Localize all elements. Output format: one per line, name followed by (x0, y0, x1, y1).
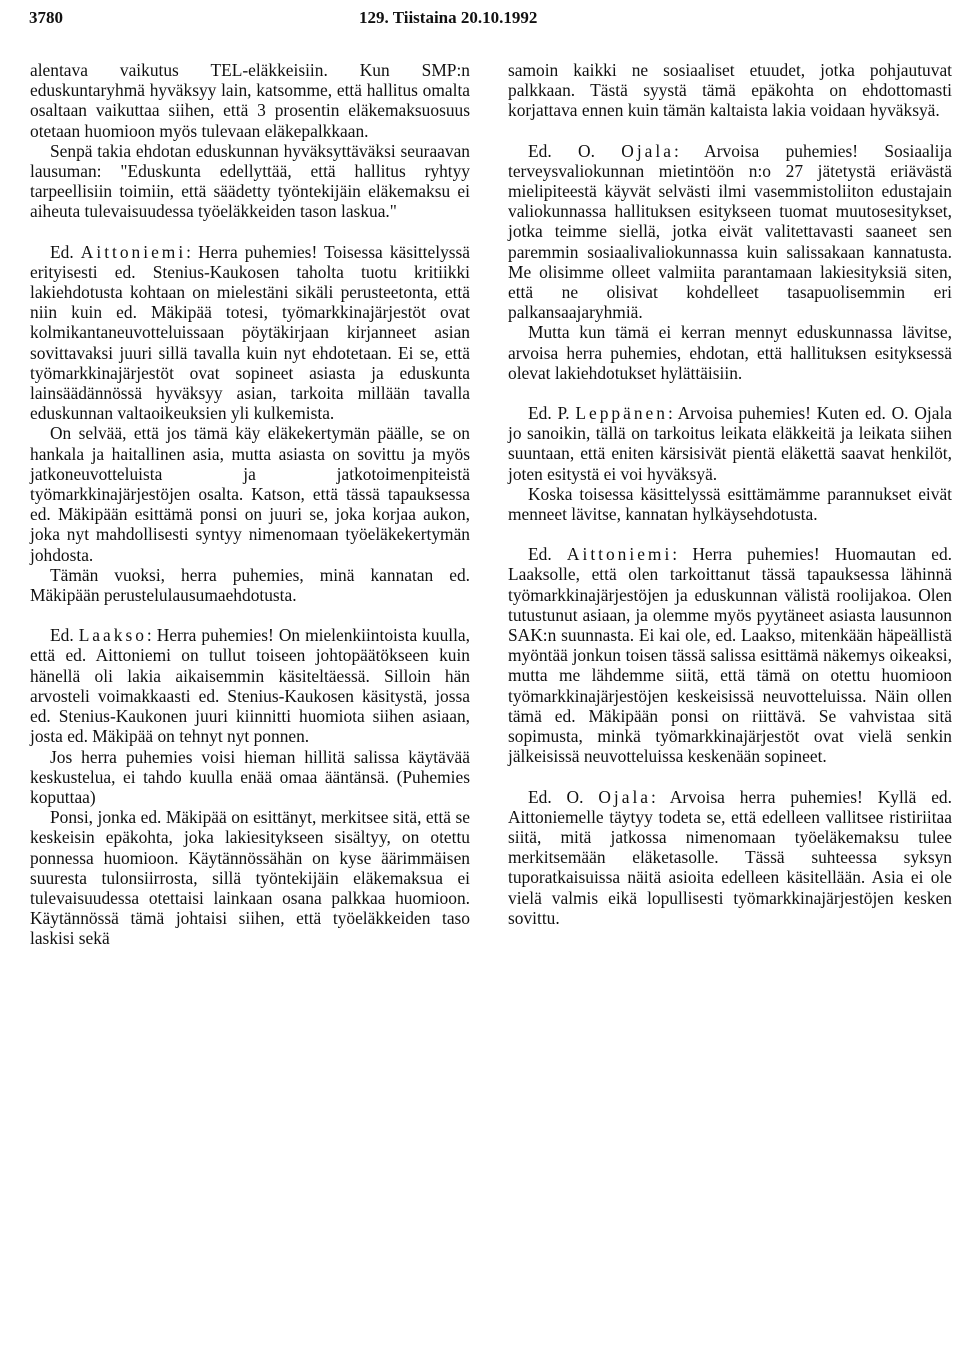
paragraph-text: Koska toisessa käsittelyssä esittämämme parannukset eivät menneet lävitse, kannatan hylkäysehdotusta. (508, 483, 952, 525)
paragraph-text: : Arvoisa puhemies! Kuten ed. O. Ojala jo sanoikin, tällä on tarkoitus leikata eläkkeitä ja leikata siihen suuntaan, että eniten kärsisivät pientä eläkettä saavat henkilöt, joten esitystä ei voi hyväksyä. (508, 403, 952, 484)
paragraph (508, 322, 952, 383)
left-column (30, 60, 470, 949)
paragraph-text: Ponsi, jonka ed. Mäkipää on esittänyt, merkitsee sitä, että se keskeisin epäkohta, joka lakiesitykseen sisältyy, on otettu ponnessa huomioon. Käytännössähän on kyse äärimmäisen suuresta tulonsiirrosta, sillä työntekijäin eläkemaksua ei tulevaisuudessa otettaisi lainkaan osana palkkaa huomioon. Käytännössä tämä johtaisi siihen, että työeläkkeiden taso laskisi sekä (30, 807, 470, 949)
paragraph (508, 403, 952, 484)
speaker-name: Laakso (78, 625, 147, 646)
paragraph-text: Senpä takia ehdotan eduskunnan hyväksyttäväksi seuraavan lausuman: "Eduskunta edellyttää, että hallitus ryhtyy tarpeellisiin toimiin, että säädetty työntekijäin eläkemaksu ei aiheuta tulevaisuudessa työeläkkeiden tason laskua." (30, 140, 470, 222)
paragraph-text: : Arvoisa herra puhemies! Kyllä ed. Aittoniemelle täytyy todeta se, että edelleen vallitsee ristiriitaa siitä, mitä jatkossa nimenomaan työeläkemaksu tulee merkitsemään eläketasolle. Tässä suhteessa syksyn tuporatkaisuissa näitä asioita edelleen käsitellään. Asia ei ole vielä valmis eikä lopullisesti työmarkkinajärjestöjen kesken sovittu. (508, 786, 952, 928)
speaker-prefix: Ed. O. (528, 140, 622, 161)
paragraph-text: : Herra puhemies! Huomautan ed. Laaksolle, että olen tarkoittanut tässä tapauksessa lähinnä työmarkkinajärjestöjen ja eduskunnan välistä roolijakoa. Olen tutustunut asiaan, ja olemme myös pyytäneet asiasta lausunnon SAK:n suunnasta. Ei kai ole, ed. Laakso, mitenkään häpeällistä myöntää jonkun toisen tässä salissa esittämä näkemys oikeaksi, mutta me lähdemme siitä, että tämä on otettu huomioon työmarkkinajärjestöjen keskeisissä neuvotteluissa. Näin ollen tämä ed. Mäkipään ponsi on riittävä. Se vahvistaa sitä sopimusta, minkä työmarkkinajärjestöt ovat vielä senkin jälkeisissä neuvotteluissa keskenään sopineet. (508, 544, 952, 767)
paragraph-text: On selvää, että jos tämä käy eläkekertymän päälle, se on hankala ja haitallinen asia, mutta asiasta on sovittu ja myös jatkoneuvotteluista ja jatkotoimenpiteistä työmarkkinajärjestöjen osalta. Katson, että tässä tapauksessa ed. Mäkipään esittämä ponsi on juuri se, joka korjaa aukon, joka nyt mahdollisesti syntyy nimenomaan työeläkekertymän johdosta. (30, 423, 470, 565)
paragraph (30, 60, 470, 141)
speaker-prefix: Ed. O. (528, 786, 599, 807)
paragraph (30, 625, 470, 746)
paragraph (30, 565, 470, 605)
paragraph (30, 242, 470, 424)
speaker-name: Aittoniemi (566, 544, 673, 565)
speaker-prefix: Ed. (50, 625, 79, 646)
paragraph-text: Jos herra puhemies voisi hieman hillitä salissa käytävää keskustelua, ei tahdo kuulla enää omaa ääntänsä. (Puhemies koputtaa) (30, 746, 470, 807)
paragraph-text: Mutta kun tämä ei kerran mennyt eduskunnassa lävitse, arvoisa herra puhemies, ehdotan, että hallituksen esityksessä olevat lakiehdotukset hylättäisiin. (508, 322, 952, 383)
speaker-name: Leppänen (575, 403, 668, 424)
speaker-prefix: Ed. (50, 241, 81, 262)
paragraph (30, 423, 470, 564)
speaker-name: Ojala (621, 140, 674, 161)
paragraph-text: samoin kaikki ne sosiaaliset etuudet, jotka pohjautuvat palkkaan. Tästä syystä tämä epäkohta on ehdottomasti korjattava ennen kuin tämän kaltaista lakia voidaan hyväksyä. (508, 60, 952, 121)
paragraph (508, 787, 952, 928)
paragraph (508, 484, 952, 524)
page-header (29, 4, 939, 34)
paragraph (30, 747, 470, 808)
right-column (508, 60, 952, 928)
paragraph (508, 141, 952, 323)
speaker-name: Aittoniemi (80, 241, 187, 262)
paragraph (508, 60, 952, 121)
speaker-prefix: Ed. P. (528, 403, 576, 424)
speaker-name: Ojala (598, 786, 652, 807)
paragraph (508, 544, 952, 766)
paragraph (30, 807, 470, 948)
session-date: 129. Tiistaina 20.10.1992 (359, 8, 538, 27)
paragraph (30, 141, 470, 222)
paragraph-text: alentava vaikutus TEL-eläkkeisiin. Kun SMP:n eduskuntaryhmä hyväksyy lain, katsomme, että hallitus omalta osaltaan vaikuttaa siihen, että 3 prosentin eläkemaksuosuus otetaan huomioon myös tulevaan eläkepalkkaan. (30, 60, 470, 141)
paragraph-text: Tämän vuoksi, herra puhemies, minä kannatan ed. Mäkipään perustelulausumaehdotusta. (30, 564, 470, 606)
speaker-prefix: Ed. (528, 544, 567, 565)
paragraph-text: : Arvoisa puhemies! Sosiaalija terveysvaliokunnan mietintöön n:o 27 jätetystä eriävästä mielipiteestä käyvät selvästi ilmi vasemmistoliiton edustajain valiokunnassa hallituksen esitykseen tuomat muutosesitykset, jotka teimme siellä, jotka eivät valitettavasti saaneet sen paremmin sosiaalivaliokunnassa kuin salissakaan kannatusta. Me olisimme olleet valmiita parantamaan lakiesityksiä siten, että ne olisivat kohdelleet tasapuolisemmin eri palkansaajaryhmiä. (508, 140, 952, 323)
paragraph-text: : Herra puhemies! Toisessa käsittelyssä erityisesti ed. Stenius-Kaukosen taholta tuotu kritiikki lakiehdotusta kohtaan on mielestäni sikäli perusteetonta, että niin kuin ed. Mäkipää totesi, työmarkkinajärjestöt ovat kolmikantaneuvotteluissaan pöytäkirjaan kirjanneet asian sovittavaksi juuri sillä tavalla kuin nyt ehdotetaan. Ei se, että työmarkkinajärjestöt ovat sopineet asiasta ja eduskunta lainsäädännössä hyväksyy asian, tarkoita millään tavalla eduskunnan valtaoikeuksien yli kulkemista. (30, 241, 471, 424)
page-number: 3780 (29, 8, 63, 27)
paragraph-text: : Herra puhemies! On mielenkiintoista kuulla, että ed. Aittoniemi on tullut toiseen johtopäätökseen kuin hänellä oli lakia aikaisemmin käsiteltäessä. Silloin hän arvosteli voimakkaasti ed. Stenius-Kaukosen käsitystä, jossa ed. Stenius-Kaukonen juuri kiinnitti huomiota siihen asiaan, josta ed. Mäkipää on tehnyt nyt ponnen. (30, 625, 470, 747)
